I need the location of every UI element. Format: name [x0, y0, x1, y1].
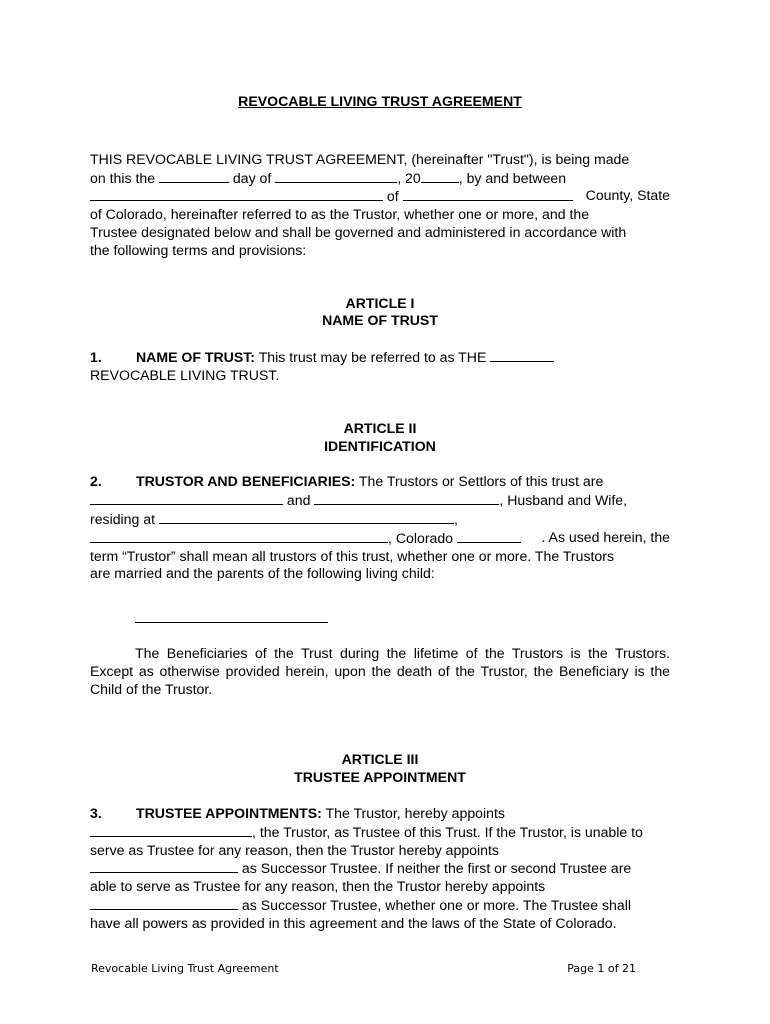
day-blank[interactable] — [159, 169, 229, 183]
husband-name-blank[interactable] — [90, 491, 283, 505]
article-3 — [90, 751, 670, 932]
child-name-line — [90, 609, 670, 628]
section-text: , — [453, 510, 458, 527]
article-2-heading: ARTICLE II — [343, 419, 417, 436]
intro-text: , 20 — [397, 169, 421, 186]
section-text: The Trustor, hereby appoints — [325, 804, 505, 821]
intro-text: of — [386, 188, 399, 205]
section-text: . As used herein, the — [541, 528, 670, 545]
address-blank[interactable] — [159, 510, 454, 524]
article-2-line-2 — [90, 491, 670, 510]
intro-line-6: the following terms and provisions: — [90, 241, 307, 258]
document-title: REVOCABLE LIVING TRUST AGREEMENT — [238, 93, 522, 109]
article-1-line-1 — [90, 348, 670, 367]
article-2-body — [90, 473, 670, 698]
section-text: This trust may be referred to as THE — [258, 349, 487, 366]
child-name-blank[interactable] — [135, 609, 328, 623]
page-number: Page 1 of 21 — [567, 962, 636, 975]
section-text: and — [286, 492, 311, 509]
article-3-line-5: able to serve as Trustee for any reason, then the Trustor hereby appoints — [90, 878, 546, 895]
trustor-name-blank[interactable] — [90, 187, 383, 201]
section-text: residing at — [90, 510, 156, 527]
trustee-blank[interactable] — [90, 823, 252, 837]
footer-title: Revocable Living Trust Agreement — [91, 962, 279, 975]
article-3-subheading: TRUSTEE APPOINTMENT — [294, 769, 466, 786]
section-number: 3. — [90, 804, 102, 821]
section-number: 1. — [90, 349, 102, 366]
section-text: , the Trustor, as Trustee of this Trust. If the Trustor, is unable to — [252, 823, 643, 840]
article-3-line-6 — [90, 896, 670, 915]
trust-name-blank[interactable] — [490, 348, 554, 362]
article-2-line-4 — [90, 529, 670, 548]
article-1-line-2: REVOCABLE LIVING TRUST. — [90, 366, 280, 383]
intro-paragraph — [90, 151, 670, 260]
month-blank[interactable] — [275, 169, 397, 183]
section-text: , Colorado — [388, 529, 454, 546]
zip-blank[interactable] — [457, 529, 521, 543]
document-body — [90, 93, 670, 933]
article-3-line-7: have all powers as provided in this agreement and the laws of the State of Colorado. — [90, 914, 617, 931]
intro-text: day of — [232, 169, 272, 186]
county-blank[interactable] — [403, 187, 573, 201]
article-1-body — [90, 348, 670, 385]
article-3-body — [90, 805, 670, 933]
article-3-heading: ARTICLE III — [341, 751, 419, 768]
section-label: NAME OF TRUST: — [136, 349, 256, 366]
section-text: as Successor Trustee. If neither the first or second Trustee are — [241, 860, 632, 877]
article-2-subheading: IDENTIFICATION — [324, 437, 436, 454]
intro-text: on this the — [90, 169, 156, 186]
intro-text: County, State — [585, 187, 670, 204]
intro-line-4: of Colorado, hereinafter referred to as the Trustor, whether one or more, and the — [90, 206, 590, 223]
article-2 — [90, 420, 670, 699]
section-label: TRUSTOR AND BENEFICIARIES: — [136, 473, 356, 490]
article-3-line-2 — [90, 823, 670, 842]
beneficiaries-paragraph: The Beneficiaries of the Trust during the lifetime of the Trustors is the Trustors. Except as otherwise provided herein, upon the death of the Trustor, the Beneficiary is the Child of the Trustor. — [90, 644, 670, 697]
city-blank[interactable] — [90, 529, 388, 543]
section-number: 2. — [90, 473, 102, 490]
intro-line-3 — [90, 187, 670, 206]
successor-trustee-2-blank[interactable] — [90, 896, 238, 910]
intro-line-1: THIS REVOCABLE LIVING TRUST AGREEMENT, (hereinafter "Trust"), is being made — [90, 150, 630, 167]
successor-trustee-1-blank[interactable] — [90, 859, 238, 873]
section-text: as Successor Trustee, whether one or more. The Trustee shall — [241, 896, 631, 913]
article-1-subheading: NAME OF TRUST — [322, 312, 438, 329]
section-text: , Husband and Wife, — [499, 492, 628, 509]
intro-line-2 — [90, 169, 670, 188]
section-label: TRUSTEE APPOINTMENTS: — [136, 804, 322, 821]
page-footer — [91, 962, 636, 975]
article-2-line-5: term “Trustor” shall mean all trustors of this trust, whether one or more. The Trustors — [90, 547, 614, 564]
article-1-heading: ARTICLE I — [345, 294, 415, 311]
year-blank[interactable] — [421, 169, 459, 183]
article-2-line-6: are married and the parents of the following living child: — [90, 565, 435, 582]
article-3-line-1 — [90, 805, 670, 823]
section-text: The Trustors or Settlors of this trust are — [358, 473, 604, 490]
intro-line-5: Trustee designated below and shall be governed and administered in accordance with — [90, 223, 627, 240]
article-2-line-3 — [90, 510, 670, 529]
article-2-line-1 — [90, 473, 670, 491]
article-3-line-3: serve as Trustee for any reason, then the Trustor hereby appoints — [90, 841, 499, 858]
intro-text: , by and between — [458, 169, 567, 186]
spacer — [90, 583, 670, 609]
wife-name-blank[interactable] — [314, 491, 499, 505]
article-3-line-4 — [90, 859, 670, 878]
article-1 — [90, 295, 670, 385]
